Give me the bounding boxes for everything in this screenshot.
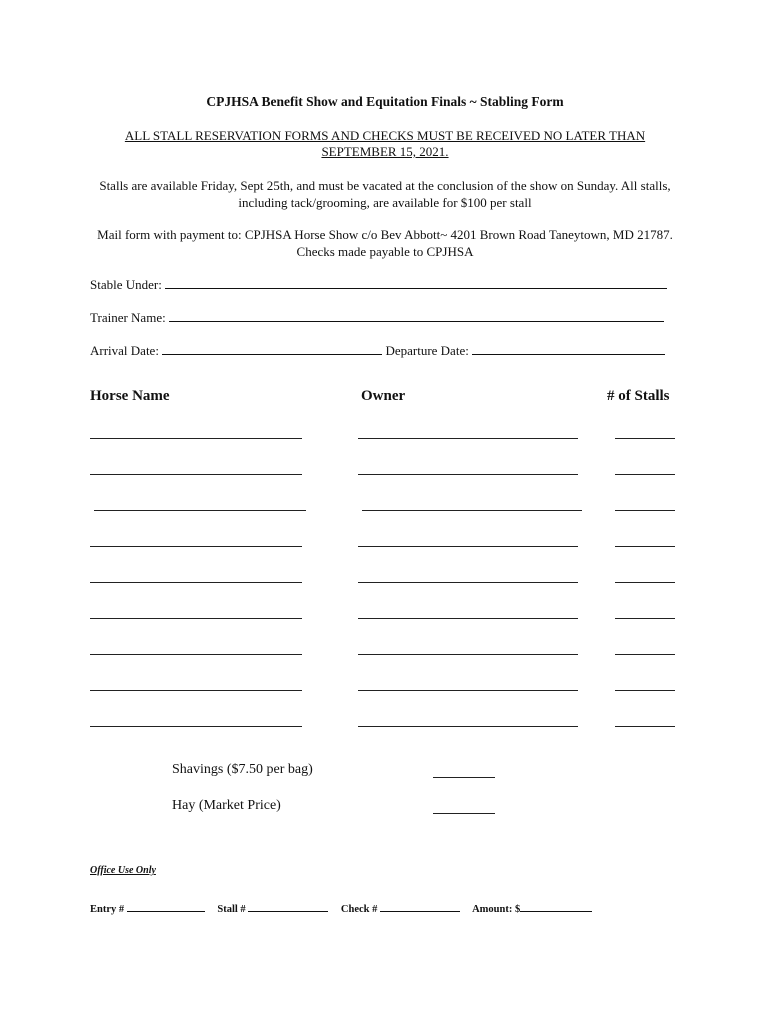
dates-field [90, 342, 665, 359]
stall-input[interactable] [248, 902, 328, 912]
owner-input[interactable] [358, 618, 578, 619]
horse-name-input[interactable] [90, 618, 302, 619]
stalls-count-input[interactable] [615, 618, 675, 619]
horse-name-input[interactable] [90, 438, 302, 439]
horse-name-input[interactable] [90, 690, 302, 691]
horse-name-input[interactable] [90, 654, 302, 655]
stalls-count-input[interactable] [615, 726, 675, 727]
stalls-count-input[interactable] [615, 438, 675, 439]
owner-input[interactable] [358, 690, 578, 691]
stable-under-field [90, 276, 667, 293]
horse-name-input[interactable] [90, 474, 302, 475]
stalls-count-input[interactable] [615, 510, 675, 511]
arrival-date-label: Arrival Date: [90, 343, 159, 358]
shavings-qty-input[interactable] [433, 777, 495, 778]
hay-qty-input[interactable] [433, 813, 495, 814]
stalls-count-input[interactable] [615, 582, 675, 583]
stable-under-input[interactable] [165, 276, 667, 289]
owner-input[interactable] [358, 654, 578, 655]
stalls-count-input[interactable] [615, 546, 675, 547]
stalls-info: Stalls are available Friday, Sept 25th, and must be vacated at the conclusion of the show on Sunday. All stalls, including tack/grooming, are available for $100 per stall [99, 178, 671, 210]
horse-name-input[interactable] [90, 726, 302, 727]
stalls-count-input[interactable] [615, 474, 675, 475]
departure-date-input[interactable] [472, 342, 665, 355]
hay-label: Hay (Market Price) [172, 798, 281, 813]
amount-label: Amount: $ [472, 904, 521, 915]
page-title: CPJHSA Benefit Show and Equitation Finals ~ Stabling Form [206, 94, 564, 109]
stall-label: Stall # [217, 904, 246, 915]
owner-input[interactable] [358, 546, 578, 547]
stable-under-label: Stable Under: [90, 277, 162, 292]
deadline-notice [95, 128, 675, 160]
owner-input[interactable] [358, 582, 578, 583]
entry-input[interactable] [127, 902, 205, 912]
owner-input[interactable] [358, 474, 578, 475]
stalls-count-input[interactable] [615, 654, 675, 655]
owner-input[interactable] [358, 438, 578, 439]
amount-input[interactable] [520, 902, 592, 912]
stalls-count-input[interactable] [615, 690, 675, 691]
header-owner: Owner [361, 388, 406, 404]
horse-name-input[interactable] [90, 582, 302, 583]
arrival-date-input[interactable] [162, 342, 382, 355]
horse-name-input[interactable] [90, 546, 302, 547]
departure-date-label: Departure Date: [385, 343, 469, 358]
trainer-name-field [90, 309, 664, 326]
office-use-row [90, 902, 602, 915]
check-input[interactable] [380, 902, 460, 912]
owner-input[interactable] [362, 510, 582, 511]
check-label: Check # [340, 904, 378, 915]
entry-label: Entry # [90, 904, 125, 915]
office-use-title: Office Use Only [90, 865, 156, 876]
deadline-line-2: SEPTEMBER 15, 2021. [321, 144, 449, 159]
deadline-line-1: ALL STALL RESERVATION FORMS AND CHECKS MUST BE RECEIVED NO LATER THAN [124, 128, 646, 143]
mail-info: Mail form with payment to: CPJHSA Horse Show c/o Bev Abbott~ 4201 Brown Road Taneytown, MD 21787. Checks made payable to CPJHSA [97, 227, 673, 259]
trainer-name-label: Trainer Name: [90, 310, 166, 325]
shavings-label: Shavings ($7.50 per bag) [172, 762, 313, 777]
header-num-stalls: # of Stalls [607, 388, 670, 404]
horse-name-input[interactable] [94, 510, 306, 511]
trainer-name-input[interactable] [169, 309, 664, 322]
header-horse-name: Horse Name [90, 388, 170, 404]
owner-input[interactable] [358, 726, 578, 727]
